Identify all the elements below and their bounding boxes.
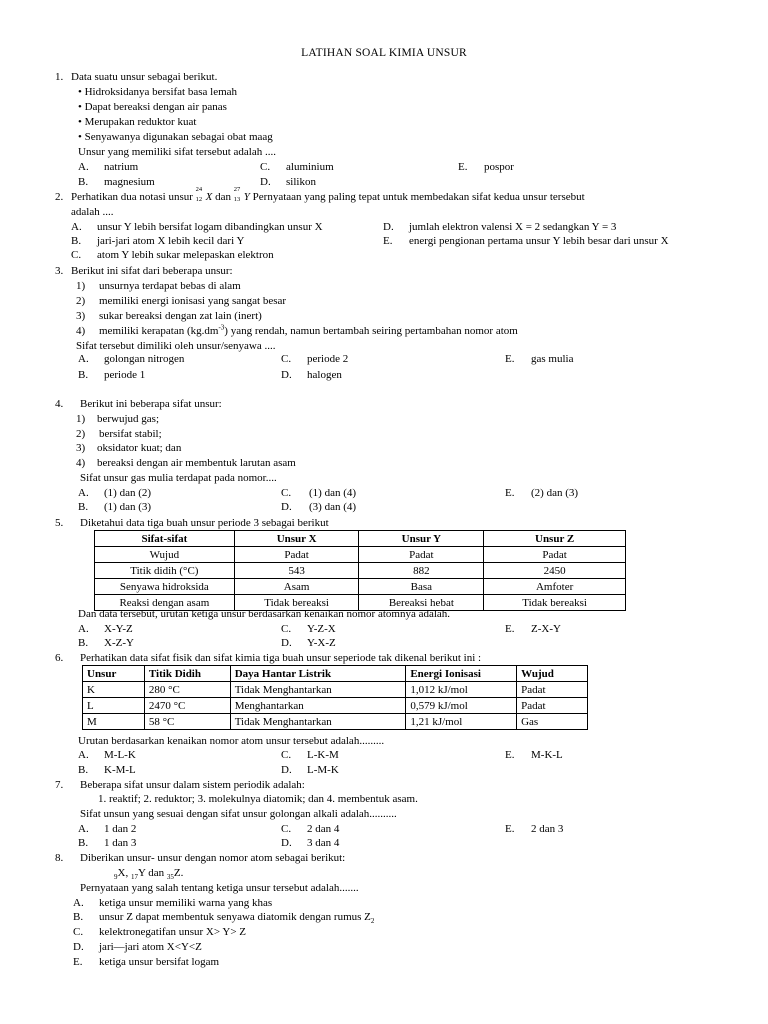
table-cell: Basa xyxy=(359,579,484,595)
question-text: Dan data tersebut, urutan ketiga unsur berdasarkan kenaikan nomor atomnya adalah. xyxy=(78,608,451,620)
table-row xyxy=(83,714,588,730)
question-number: 3. xyxy=(55,265,64,277)
table-cell: Padat xyxy=(517,682,588,698)
list-item: 4) memiliki kerapatan $(kg.dm^{-3})$ yang rendah, namun bertambah seiring pertambahan nomor atom xyxy=(76,323,518,337)
bullet-item: • Dapat bereaksi dengan air panas xyxy=(78,101,227,113)
question-number: 4. xyxy=(55,398,64,410)
table-cell: 1,012 kJ/mol xyxy=(406,682,517,698)
bullet-item: • Hidroksidanya bersifat basa lemah xyxy=(78,86,238,98)
bullet-icon: • xyxy=(78,101,82,113)
table-cell: M xyxy=(83,714,145,730)
table-row xyxy=(83,682,588,698)
table-cell: 882 xyxy=(359,563,484,579)
table-cell: Gas xyxy=(517,714,588,730)
list-item: 4) bereaksi dengan air membentuk larutan asam xyxy=(76,457,296,469)
question-stem: Perhatikan dua notasi unsur 24 12 X dan 27 13 Y Pernyataan yang paling tepat untuk membedakan sifat kedua unsur tersebut xyxy=(71,186,585,203)
table-cell: Bereaksi hebat xyxy=(359,595,484,611)
element-list: $_9$X, $_{17}$Y dan $_{35}$Z. xyxy=(114,867,184,882)
table-header-cell: Unsur X xyxy=(234,531,359,547)
table-cell: Padat xyxy=(359,547,484,563)
question-number: 5. xyxy=(55,517,64,529)
question-number: 1. xyxy=(55,71,64,83)
table-cell: 1,21 kJ/mol xyxy=(406,714,517,730)
table-header-cell: Unsur Z xyxy=(484,531,626,547)
question-number: 7. xyxy=(55,779,64,791)
bullet-item: • Senyawanya digunakan sebagai obat maag xyxy=(78,131,273,143)
table-row xyxy=(83,698,588,714)
table-row xyxy=(95,547,626,563)
table-cell: Padat xyxy=(484,547,626,563)
question-text: Urutan berdasarkan kenaikan nomor atom unsur tersebut adalah......... xyxy=(78,735,385,747)
bullet-icon: • xyxy=(78,116,82,128)
table-header-cell: Unsur Y xyxy=(359,531,484,547)
table-cell: Padat xyxy=(234,547,359,563)
table-cell: Senyawa hidroksida xyxy=(95,579,235,595)
question-stem: Data suatu unsur sebagai berikut. xyxy=(71,71,218,83)
question-stem: Beberapa sifat unsur dalam sistem periodik adalah: xyxy=(80,779,305,791)
table-cell: 2450 xyxy=(484,563,626,579)
bullet-item: • Merupakan reduktor kuat xyxy=(78,116,197,128)
nuclide-notation: 27 13 xyxy=(233,186,241,203)
property-list: 1. reaktif; 2. reduktor; 3. molekulnya diatomik; dan 4. membentuk asam. xyxy=(98,793,418,805)
table-cell: Titik didih (°C) xyxy=(95,563,235,579)
table-header-cell: Energi Ionisasi xyxy=(406,666,517,682)
question-text: Pernyataan yang salah tentang ketiga unsur tersebut adalah....... xyxy=(80,882,359,894)
table-cell: Menghantarkan xyxy=(230,698,406,714)
table-cell: 0,579 kJ/mol xyxy=(406,698,517,714)
table-cell: L xyxy=(83,698,145,714)
table-cell: Reaksi dengan asam xyxy=(95,595,235,611)
question-number: 2. xyxy=(55,191,64,203)
nuclide-notation: 24 12 xyxy=(195,186,203,203)
data-table xyxy=(94,530,626,611)
table-cell: Wujud xyxy=(95,547,235,563)
table-cell: Tidak bereaksi xyxy=(484,595,626,611)
question-stem: Perhatikan data sifat fisik dan sifat kimia tiga buah unsur seperiode tak dikenal berikut ini : xyxy=(80,652,482,664)
table-cell: 280 °C xyxy=(144,682,230,698)
question-stem: Berikut ini beberapa sifat unsur: xyxy=(80,398,222,410)
question-text: Unsur yang memiliki sifat tersebut adalah .... xyxy=(78,146,276,158)
table-header-cell: Sifat-sifat xyxy=(95,531,235,547)
table-cell: Padat xyxy=(517,698,588,714)
table-cell: Tidak Menghantarkan xyxy=(230,682,406,698)
page-title: LATIHAN SOAL KIMIA UNSUR xyxy=(301,47,467,59)
table-header-row xyxy=(83,666,588,682)
table-cell: 2470 °C xyxy=(144,698,230,714)
table-cell: 58 °C xyxy=(144,714,230,730)
table-cell: Tidak Menghantarkan xyxy=(230,714,406,730)
table-cell: Amfoter xyxy=(484,579,626,595)
table-row xyxy=(95,579,626,595)
bullet-icon: • xyxy=(78,86,82,98)
table-header-row xyxy=(95,531,626,547)
question-text: Sifat unsun yang sesuai dengan sifat unsur golongan alkali adalah.......... xyxy=(80,808,397,820)
table-row xyxy=(95,563,626,579)
table-cell: 543 xyxy=(234,563,359,579)
question-text: Sifat unsur gas mulia terdapat pada nomor.... xyxy=(80,472,277,484)
table-cell: Tidak bereaksi xyxy=(234,595,359,611)
question-stem: Diberikan unsur- unsur dengan nomor atom sebagai berikut: xyxy=(80,852,346,864)
bullet-icon: • xyxy=(78,131,82,143)
list-item: 3) oksidator kuat; dan xyxy=(76,442,182,454)
question-text: Sifat tersebut dimiliki oleh unsur/senyawa .... xyxy=(76,340,276,352)
table-header-cell: Unsur xyxy=(83,666,145,682)
data-table xyxy=(82,665,588,730)
question-number: 6. xyxy=(55,652,64,664)
list-item: 1) unsurnya terdapat bebas di alam xyxy=(76,280,241,292)
list-item: 2) memiliki energi ionisasi yang sangat besar xyxy=(76,295,287,307)
question-stem: Berikut ini sifat dari beberapa unsur: xyxy=(71,265,233,277)
question-number: 8. xyxy=(55,852,64,864)
question-stem: Diketahui data tiga buah unsur periode 3 sebagai berikut xyxy=(80,517,329,529)
table-cell: Asam xyxy=(234,579,359,595)
list-item: 3) sukar bereaksi dengan zat lain (inert) xyxy=(76,310,262,322)
question-stem-continued: adalah .... xyxy=(71,206,114,218)
table-cell: K xyxy=(83,682,145,698)
list-item: 2) bersifat stabil; xyxy=(76,428,162,440)
list-item: 1) berwujud gas; xyxy=(76,413,160,425)
table-header-cell: Daya Hantar Listrik xyxy=(230,666,406,682)
table-header-cell: Titik Didih xyxy=(144,666,230,682)
worksheet-page: LATIHAN SOAL KIMIA UNSUR 1. Data suatu unsur sebagai berikut. • Hidroksidanya bersifat basa lemah • Dapat bereaksi dengan air panas • Merupakan reduktor kuat • Senyawanya digunakan sebagai obat maag Unsur yang memiliki sifat tersebut adalah .... A. natrium B. magnesium C. aluminium D. silikon E. pospor 2. Perhatikan dua notasi unsur 24 12 X dan 27 13 Y Pernyataan yang paling tepat untuk membedakan sifat kedua unsur tersebut adalah .... A. unsur Y lebih bersifat logam dibandingkan unsur X B. jari-jari atom X lebih kecil dari Y C. atom Y lebih sukar melepaskan elektron D. jumlah elektron valensi X = 2 sedangkan Y = 3 E. energi pengionan pertama unsur Y lebih besar dari unsur X 3. Berikut ini sifat dari beberapa unsur: 1) unsurnya terdapat bebas di alam 2) memiliki energi ionisasi yang sangat besar 3) sukar bereaksi dengan zat lain (inert) 4) memiliki kerapatan $(kg.dm^{-3})$ yang rendah, namun bertambah seiring pertambahan nomor atom Sifat tersebut dimiliki oleh unsur/senyawa .... A. golongan nitrogen B. periode 1 C. periode 2 D. halogen E. gas mulia 4. Berikut ini beberapa sifat unsur: 1) berwujud gas; 2) bersifat stabil; 3) oksidator kuat; dan 4) bereaksi dengan air membentuk larutan asam Sifat unsur gas mulia terdapat pada nomor.... A. (1) dan (2) B. (1) dan (3) C. (1) dan (4) D. (3) dan (4) E. (2) dan (3) 5. Diketahui data tiga buah unsur periode 3 sebagai berikut Sifat-sifat Unsur X Unsur Y Unsur Z Wujud Padat Padat Padat Titik didih (°C) 543 882 2450 Senyawa hidroksida Asam Basa Amfoter Reaksi dengan asam Tidak bereaksi Bereaksi hebat Tidak bereaksi Dan data tersebut, urutan ketiga unsur berdasarkan kenaikan nomor atomnya adalah. A. X-Y-Z B. X-Z-Y C. Y-Z-X D. Y-X-Z E. Z-X-Y 6. Perhatikan data sifat fisik dan sifat kimia tiga buah unsur seperiode tak dikenal berikut ini : Unsur Titik Didih Daya Hantar Listrik Energi Ionisasi Wujud K 280 °C Tidak Menghantarkan 1,012 kJ/mol Padat L 2470 °C Menghantarkan 0,579 kJ/mol Padat M 58 °C Tidak Menghantarkan 1,21 kJ/mol Gas Urutan berdasarkan kenaikan nomor atom unsur tersebut adalah......... A. M-L-K B. K-M-L C. L-K-M D. L-M-K E. M-K-L 7. Beberapa sifat unsur dalam sistem periodik adalah: 1. reaktif; 2. reduktor; 3. molekulnya diatomik; dan 4. membentuk asam. Sifat unsun yang sesuai dengan sifat unsur golongan alkali adalah.......... A. 1 dan 2 B. 1 dan 3 C. 2 dan 4 D. 3 dan 4 E. 2 dan 3 8. Diberikan unsur- unsur dengan nomor atom sebagai berikut: $_9$X, $_{17}$Y dan $_{35}$Z. Pernyataan yang salah tentang ketiga unsur tersebut adalah....... A. ketiga unsur memiliki warna yang khas B. unsur Z dapat membentuk senyawa diatomik dengan rumus $Z_2$ C. kelektronegatifan unsur X> Y> Z D. jari—jari atom X<Y<Z E. ketiga unsur bersifat logam xyxy=(0,0,768,1024)
table-header-cell: Wujud xyxy=(517,666,588,682)
